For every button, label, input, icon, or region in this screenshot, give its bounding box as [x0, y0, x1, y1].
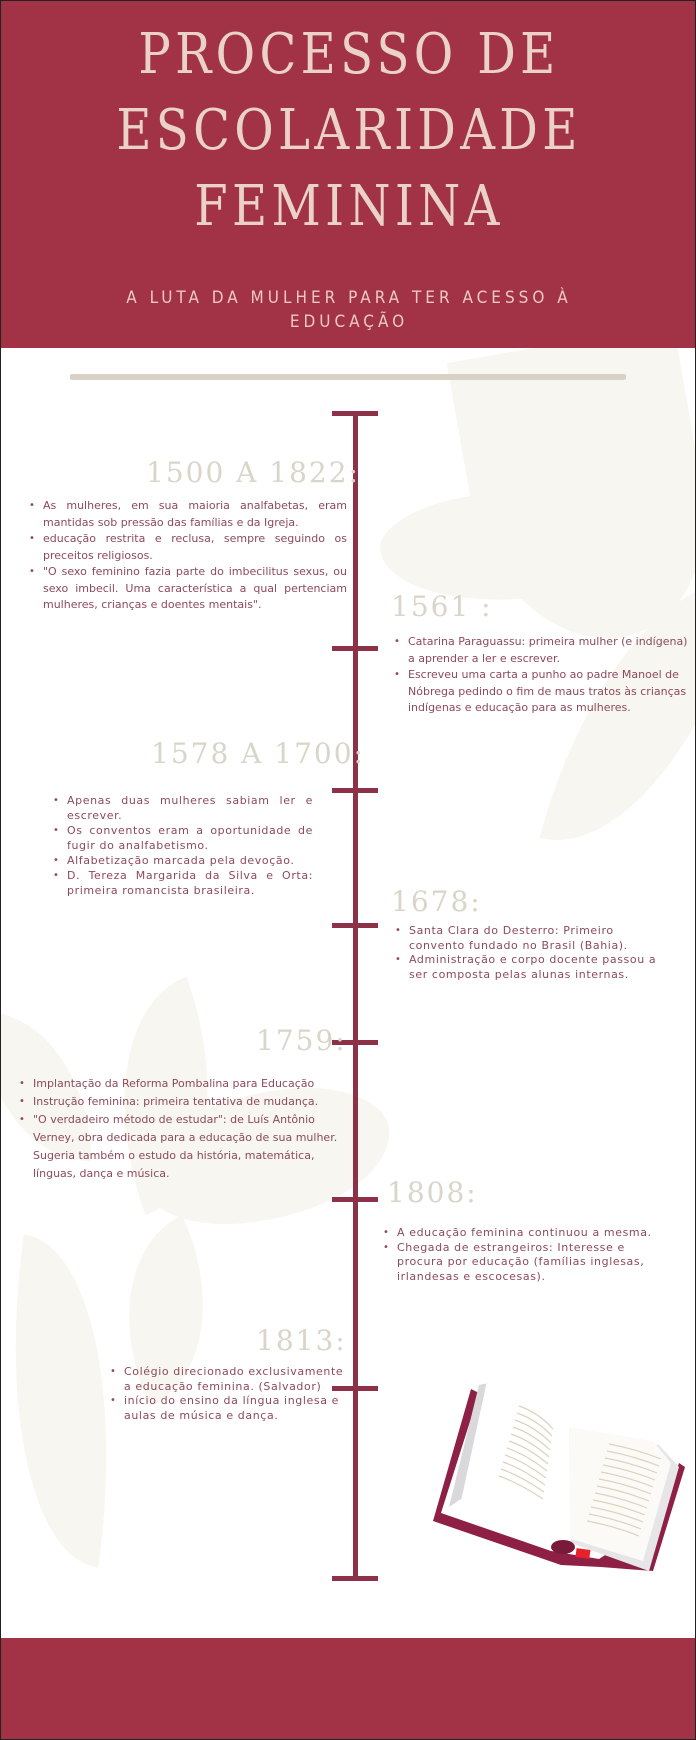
list-item: • Implantação da Reforma Pombalina para Educação [17, 1075, 347, 1093]
list-item: • As mulheres, em sua maioria analfabetas, eram mantidas sob pressão das famílias e da Igreja. [27, 498, 347, 531]
title-line: FEMININA [194, 174, 504, 239]
page-subtitle: A LUTA DA MULHER PARA TER ACESSO À EDUCAÇÃO [126, 288, 572, 332]
timeline-entry-list [381, 1226, 656, 1284]
timeline-year: 1813: [256, 1324, 347, 1357]
list-item: • Administração e corpo docente passou a ser composta pelas alunas internas. [393, 953, 663, 982]
header-banner [1, 1, 696, 348]
list-item: • educação restrita e reclusa, sempre seguindo os preceitos religiosos. [27, 531, 347, 564]
timeline-year: 1808: [387, 1176, 478, 1209]
list-item: • Escreveu uma carta a punho ao padre Manoel de Nóbrega pedindo o fim de maus tratos às crianças indígenas e educação para as mulheres. [392, 667, 692, 717]
list-item: • Os conventos eram a oportunidade de fugir do analfabetismo. [51, 823, 313, 853]
timeline-year: 1578 A 1700: [151, 737, 365, 770]
timeline-year: 1500 A 1822: [146, 456, 360, 489]
timeline-tick [332, 788, 378, 793]
list-item: • Santa Clara do Desterro: Primeiro convento fundado no Brasil (Bahia). [393, 924, 663, 953]
list-item: • Alfabetização marcada pela devoção. [51, 853, 313, 868]
timeline-year: 1678: [391, 885, 482, 918]
timeline-tick [332, 1197, 378, 1202]
page-title [50, 17, 649, 245]
list-item: • Apenas duas mulheres sabiam ler e escrever. [51, 793, 313, 823]
timeline-line [353, 413, 358, 1579]
title-line: ESCOLARIDADE [116, 98, 582, 163]
timeline-entry-list [108, 1365, 353, 1423]
list-item: • A educação feminina continuou a mesma. [381, 1226, 656, 1241]
timeline-tick [332, 923, 378, 928]
list-item: • Catarina Paraguassu: primeira mulher (e indígena) a aprender a ler e escrever. [392, 634, 692, 667]
timeline-cap-bottom [332, 1576, 378, 1581]
list-item: • Chegada de estrangeiros: Interesse e procura por educação (famílias inglesas, irlandesas e escocesas). [381, 1241, 656, 1285]
list-item: • início do ensino da língua inglesa e aulas de música e dança. [108, 1394, 353, 1423]
timeline-tick [332, 646, 378, 651]
title-line: PROCESSO DE [138, 22, 560, 87]
timeline-entry-list [17, 1075, 347, 1183]
timeline-entry-list [393, 924, 663, 982]
section-divider [70, 374, 626, 380]
timeline-entry-list [27, 498, 347, 614]
open-book-icon [421, 1371, 691, 1581]
list-item: • "O sexo feminino fazia parte do imbecilitus sexus, ou sexo imbecil. Uma característica a qual pertenciam mulheres, crianças e doentes mentais". [27, 564, 347, 614]
timeline-year: 1561 : [391, 590, 493, 623]
list-item: • "O verdadeiro método de estudar": de Luís Antônio Verney, obra dedicada para a educação de sua mulher. Sugeria também o estudo da história, matemática, línguas, dança e música. [17, 1111, 347, 1183]
timeline-entry-list [392, 634, 692, 717]
timeline-entry-list [51, 793, 313, 898]
list-item: • Instrução feminina: primeira tentativa de mudança. [17, 1093, 347, 1111]
list-item: • Colégio direcionado exclusivamente a educação feminina. (Salvador) [108, 1365, 353, 1394]
list-item: • D. Tereza Margarida da Silva e Orta: primeira romancista brasileira. [51, 868, 313, 898]
timeline-cap-top [332, 411, 378, 416]
timeline-year: 1759: [256, 1024, 347, 1057]
footer-banner [1, 1638, 696, 1740]
